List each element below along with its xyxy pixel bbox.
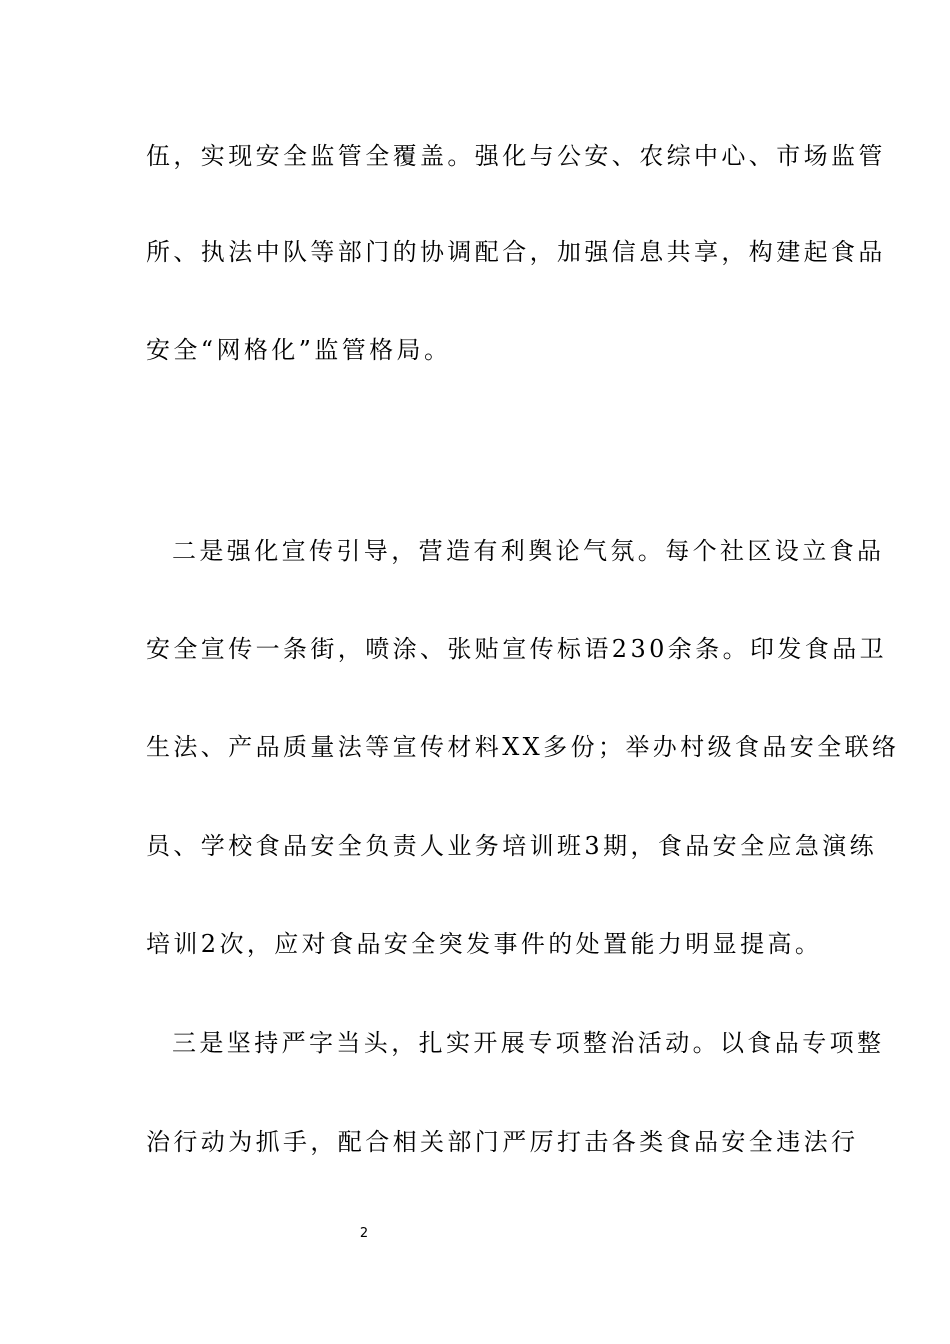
paragraph-2-line-3: 生法、产品质量法等宣传材料XX多份；举办村级食品安全联络 <box>146 733 900 761</box>
paragraph-2-line-2: 安全宣传一条街，喷涂、张贴宣传标语230余条。印发食品卫 <box>146 635 888 663</box>
paragraph-2-line-5: 培训2次，应对食品安全突发事件的处置能力明显提高。 <box>146 930 823 958</box>
paragraph-3-line-1: 三是坚持严字当头，扎实开展专项整治活动。以食品专项整 <box>172 1029 885 1057</box>
paragraph-2-line-4: 员、学校食品安全负责人业务培训班3期，食品安全应急演练 <box>146 832 878 860</box>
paragraph-1-line-1: 伍，实现安全监管全覆盖。强化与公安、农综中心、市场监管 <box>146 142 886 170</box>
page-number: 2 <box>359 1226 369 1241</box>
paragraph-1-line-3: 安全“网格化”监管格局。 <box>146 336 452 364</box>
paragraph-1-line-2: 所、执法中队等部门的协调配合，加强信息共享，构建起食品 <box>146 238 886 266</box>
paragraph-3-line-2: 治行动为抓手，配合相关部门严厉打击各类食品安全违法行 <box>146 1128 859 1156</box>
paragraph-2-line-1: 二是强化宣传引导，营造有利舆论气氛。每个社区设立食品 <box>172 537 885 565</box>
